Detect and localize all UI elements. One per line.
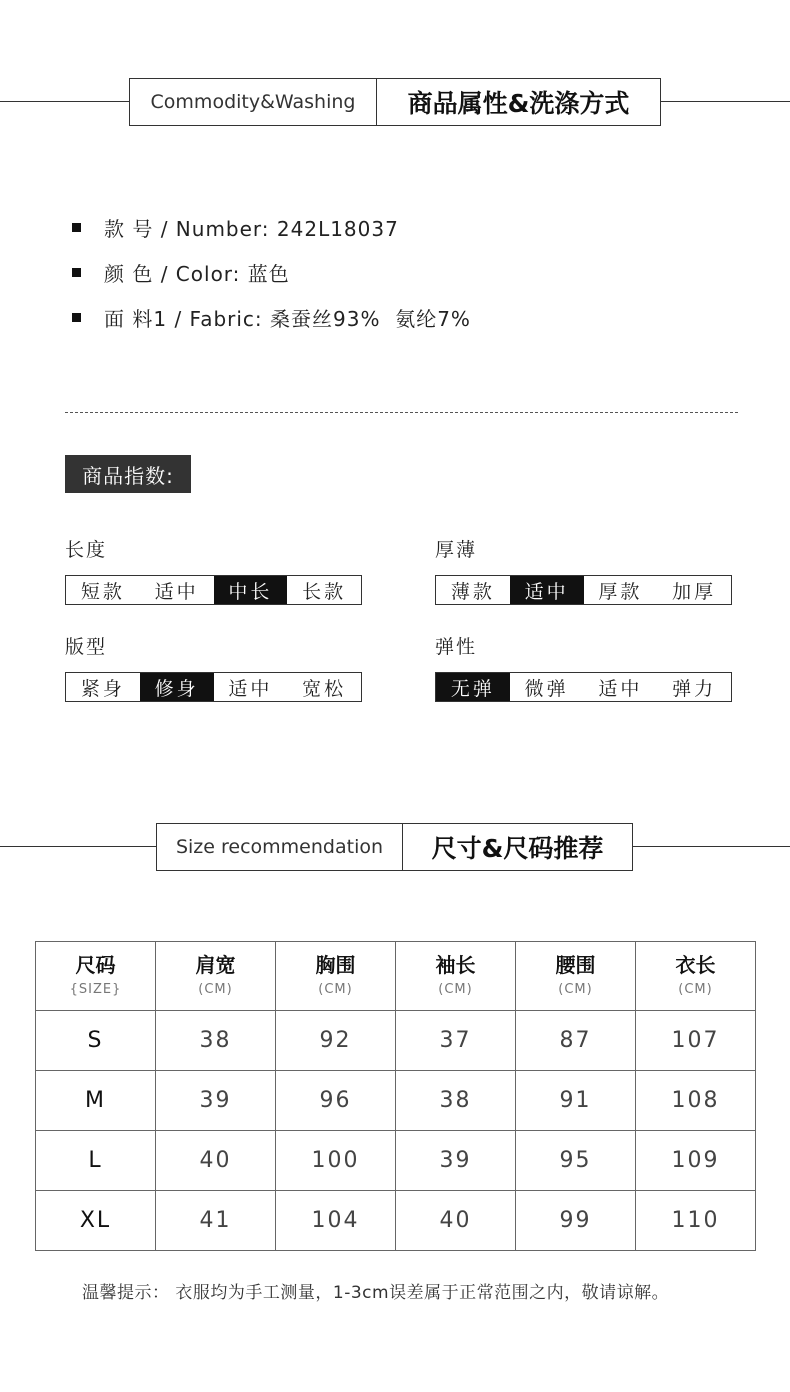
table-cell: 38	[396, 1071, 516, 1131]
table-cell: 96	[276, 1071, 396, 1131]
scale-option: 加厚	[672, 580, 717, 603]
table-cell: 100	[276, 1131, 396, 1191]
attribute-text: 颜 色 / Color: 蓝色	[104, 262, 290, 286]
scale-option-selected: 修身	[140, 673, 214, 701]
table-cell: 39	[396, 1131, 516, 1191]
table-cell: 87	[516, 1011, 636, 1071]
size-header-en: Size recommendation	[157, 824, 403, 870]
scale-option: 薄款	[450, 580, 495, 603]
table-cell: 95	[516, 1131, 636, 1191]
column-header: 袖长 (CM)	[396, 942, 516, 1011]
header-rule-left	[0, 846, 157, 847]
attribute-number	[72, 205, 722, 250]
header-rule-right	[660, 101, 790, 102]
attribute-text: 款 号 / Number: 242L18037	[104, 217, 399, 241]
table-cell: 39	[156, 1071, 276, 1131]
column-header: 腰围 (CM)	[516, 942, 636, 1011]
scale-option: 宽松	[302, 677, 347, 700]
scale-option: 厚款	[598, 580, 643, 603]
product-index-title: 商品指数:	[65, 455, 191, 493]
table-cell: 91	[516, 1071, 636, 1131]
size-header-box	[156, 823, 633, 871]
bullet-icon	[72, 313, 81, 322]
scale-option: 适中	[228, 677, 273, 700]
table-cell: 38	[156, 1011, 276, 1071]
table-header-row	[36, 942, 756, 1011]
size-cell: M	[36, 1071, 156, 1131]
size-table	[35, 941, 756, 1251]
attribute-text: 面 料1 / Fabric: 桑蚕丝93% 氨纶7%	[104, 307, 471, 331]
table-cell: 108	[636, 1071, 756, 1131]
bullet-icon	[72, 268, 81, 277]
attribute-fabric	[72, 295, 722, 340]
dashed-divider	[65, 412, 738, 413]
column-header: 衣长 (CM)	[636, 942, 756, 1011]
scale-elasticity	[435, 634, 732, 702]
scale-option: 微弹	[524, 677, 569, 700]
scale-option: 长款	[302, 580, 347, 603]
scale-option: 适中	[154, 580, 199, 603]
table-row	[36, 1191, 756, 1251]
scale-length	[65, 537, 362, 605]
table-cell: 92	[276, 1011, 396, 1071]
table-cell: 107	[636, 1011, 756, 1071]
scale-option: 短款	[80, 580, 125, 603]
size-header-cn: 尺寸&尺码推荐	[431, 834, 604, 863]
size-cell: XL	[36, 1191, 156, 1251]
scale-label: 弹性	[435, 636, 478, 658]
scale-options	[435, 672, 732, 702]
scale-option-selected: 适中	[510, 576, 584, 604]
table-cell: 41	[156, 1191, 276, 1251]
column-header: 胸围 (CM)	[276, 942, 396, 1011]
attribute-list	[72, 205, 722, 340]
measurement-note: 温馨提示： 衣服均为手工测量，1-3cm误差属于正常范围之内，敬请谅解。	[82, 1283, 670, 1303]
commodity-header-box	[129, 78, 661, 126]
attribute-color	[72, 250, 722, 295]
scale-label: 厚薄	[435, 539, 478, 561]
commodity-header-en: Commodity&Washing	[130, 79, 377, 125]
table-cell: 40	[396, 1191, 516, 1251]
bullet-icon	[72, 223, 81, 232]
table-cell: 109	[636, 1131, 756, 1191]
scale-label: 长度	[65, 539, 108, 561]
scale-option: 弹力	[672, 677, 717, 700]
size-cell: S	[36, 1011, 156, 1071]
size-header	[0, 823, 790, 871]
header-rule-left	[0, 101, 130, 102]
scale-option-selected: 中长	[214, 576, 288, 604]
scale-option-selected: 无弹	[436, 673, 510, 701]
header-rule-right	[632, 846, 790, 847]
table-cell: 110	[636, 1191, 756, 1251]
scale-options	[65, 575, 362, 605]
scale-fit	[65, 634, 362, 702]
commodity-header	[0, 78, 790, 126]
table-row	[36, 1071, 756, 1131]
column-header: 肩宽 (CM)	[156, 942, 276, 1011]
scale-options	[435, 575, 732, 605]
scale-options	[65, 672, 362, 702]
scale-label: 版型	[65, 636, 108, 658]
table-cell: 37	[396, 1011, 516, 1071]
column-header: 尺码 {SIZE}	[36, 942, 156, 1011]
commodity-header-cn: 商品属性&洗涤方式	[407, 89, 630, 118]
scale-thickness	[435, 537, 732, 605]
table-cell: 99	[516, 1191, 636, 1251]
table-cell: 104	[276, 1191, 396, 1251]
scale-option: 紧身	[80, 677, 125, 700]
table-row	[36, 1131, 756, 1191]
table-row	[36, 1011, 756, 1071]
scale-option: 适中	[598, 677, 643, 700]
table-cell: 40	[156, 1131, 276, 1191]
size-cell: L	[36, 1131, 156, 1191]
